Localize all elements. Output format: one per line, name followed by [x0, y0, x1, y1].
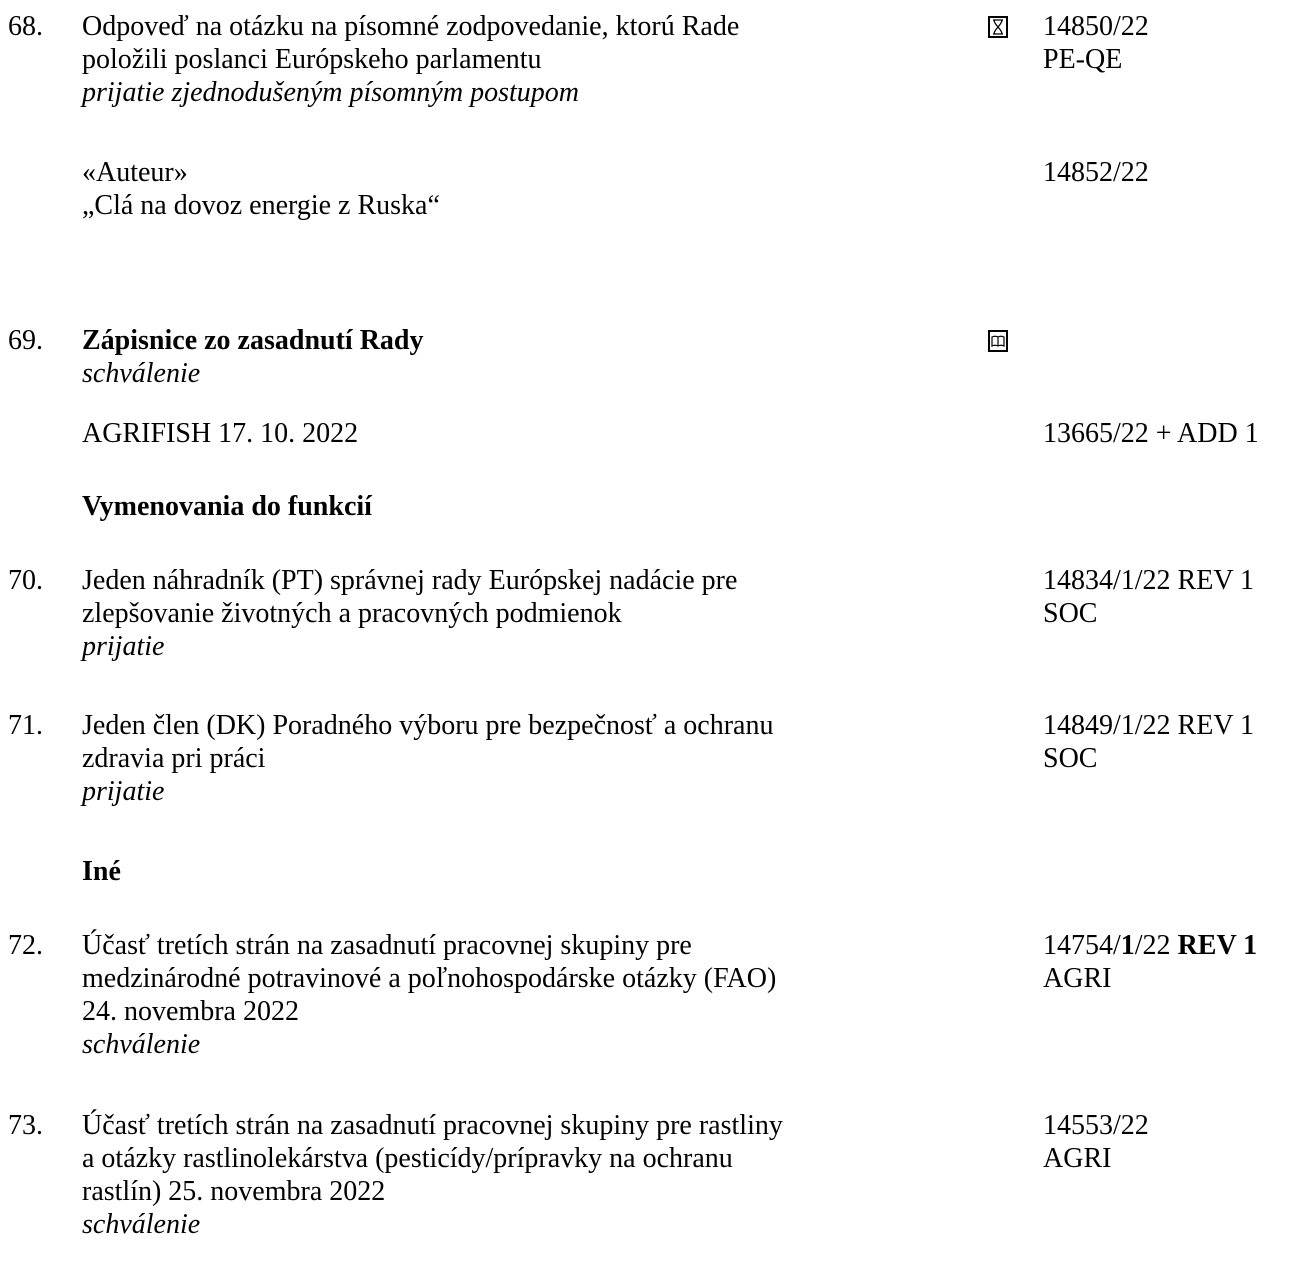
section-heading: Iné: [82, 856, 121, 887]
hourglass-icon: [988, 16, 1008, 38]
item-title-line: Odpoveď na otázku na písomné zodpovedanie, ktorú Rade: [82, 11, 740, 42]
doc-ref: 14834/1/22 REV 1: [1043, 565, 1255, 596]
item-title-line: 24. novembra 2022: [82, 996, 299, 1027]
item-references: [1043, 10, 1149, 76]
doc-ref-part-bold: REV 1: [1177, 930, 1258, 961]
section-heading: Vymenovania do funkcií: [82, 491, 372, 522]
item-title-line: Jeden člen (DK) Poradného výboru pre bezpečnosť a ochranu: [82, 710, 774, 741]
doc-ref-part-bold: 1: [1120, 930, 1135, 961]
item-title: Zápisnice zo zasadnutí Rady: [82, 325, 424, 356]
item-number: 72.: [8, 930, 43, 961]
doc-ref: 14553/22: [1043, 1110, 1149, 1141]
agenda-item-69: [82, 324, 424, 390]
subentry-line: «Auteur»: [82, 157, 188, 188]
doc-ref-code: SOC: [1043, 743, 1098, 774]
item-action: schválenie: [82, 1029, 201, 1060]
doc-ref: [1043, 929, 1257, 962]
item-number: 68.: [8, 11, 43, 42]
doc-ref-part: 14754/: [1043, 930, 1121, 961]
subentry-ref: 13665/22 + ADD 1: [1043, 418, 1259, 449]
item-title-line: zlepšovanie životných a pracovných podmienok: [82, 598, 622, 629]
item-number: 69.: [8, 325, 43, 356]
item-title-line: položili poslanci Európskeho parlamentu: [82, 44, 542, 75]
item-references: [1043, 709, 1254, 775]
agenda-item-71: [82, 709, 773, 808]
subentry-ref: 14852/22: [1043, 157, 1149, 188]
doc-ref-code: AGRI: [1043, 1143, 1112, 1174]
item-title-line: a otázky rastlinolekárstva (pesticídy/prípravky na ochranu: [82, 1143, 733, 1174]
subentry-line: „Clá na dovoz energie z Ruska“: [82, 190, 440, 221]
hourglass-icon-glyph: [992, 19, 1004, 35]
item-number: 73.: [8, 1110, 43, 1141]
agenda-item-68: [82, 10, 739, 109]
doc-ref-code: SOC: [1043, 598, 1098, 629]
agenda-item-72: [82, 929, 776, 1061]
item-title-line: rastlín) 25. novembra 2022: [82, 1176, 386, 1207]
item-title-line: Účasť tretích strán na zasadnutí pracovnej skupiny pre rastliny: [82, 1110, 783, 1141]
book-icon: [988, 330, 1008, 352]
item-action: prijatie zjednodušeným písomným postupom: [82, 77, 579, 108]
item-title-line: zdravia pri práci: [82, 743, 266, 774]
doc-ref-part: /22: [1134, 930, 1178, 961]
item-subentry: [82, 156, 440, 222]
agenda-item-73: [82, 1109, 783, 1241]
item-number: 70.: [8, 565, 43, 596]
item-references: [1043, 564, 1254, 630]
item-title-line: Účasť tretích strán na zasadnutí pracovnej skupiny pre: [82, 930, 692, 961]
doc-ref: 14849/1/22 REV 1: [1043, 710, 1255, 741]
doc-ref-code: PE-QE: [1043, 44, 1123, 75]
item-number: 71.: [8, 710, 43, 741]
item-title-line: medzinárodné potravinové a poľnohospodárske otázky (FAO): [82, 963, 777, 994]
item-action: schválenie: [82, 358, 201, 389]
item-title-line: Jeden náhradník (PT) správnej rady Európskej nadácie pre: [82, 565, 738, 596]
book-icon-glyph: [991, 334, 1005, 348]
doc-ref: 14850/22: [1043, 11, 1149, 42]
item-action: prijatie: [82, 631, 165, 662]
item-action: prijatie: [82, 776, 165, 807]
doc-ref-code: AGRI: [1043, 963, 1112, 994]
item-action: schválenie: [82, 1209, 201, 1240]
item-references: [1043, 1109, 1149, 1175]
agenda-item-70: [82, 564, 737, 663]
item-references: [1043, 929, 1257, 995]
subentry-line: AGRIFISH 17. 10. 2022: [82, 418, 359, 449]
